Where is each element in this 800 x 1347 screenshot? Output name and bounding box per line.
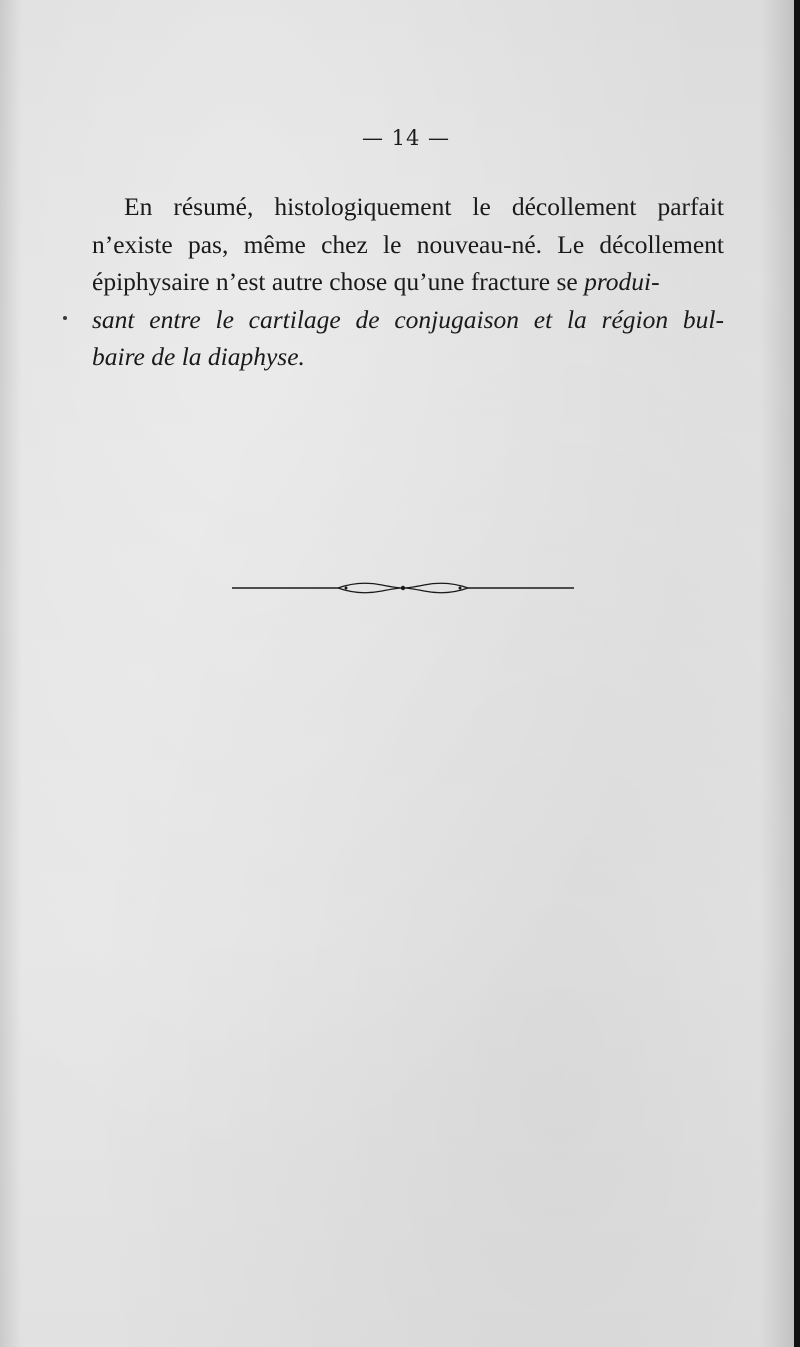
body-paragraph xyxy=(92,188,724,376)
page-number: — 14 — xyxy=(361,126,451,150)
paragraph-line-5: baire de la diaphyse. xyxy=(92,342,305,371)
paragraph-line-3-roman: épiphysaire n’est autre chose qu’une fracture se xyxy=(92,267,585,296)
decorative-rule-ornament xyxy=(232,576,574,600)
page-right-border xyxy=(794,0,800,1347)
paragraph-line-3 xyxy=(92,263,724,301)
paragraph-line-3-italic: produi- xyxy=(584,267,660,296)
ink-speck xyxy=(63,316,67,320)
paragraph-line-4: sant entre le cartilage de conjugaison et la région bul- xyxy=(92,304,724,334)
page-left-shadow xyxy=(0,0,22,1347)
paragraph-line-2: n’existe pas, même chez le nouveau-né. Le décollement xyxy=(92,229,724,259)
paragraph-line-1: En résumé, histologiquement le décollement parfait xyxy=(124,192,724,221)
